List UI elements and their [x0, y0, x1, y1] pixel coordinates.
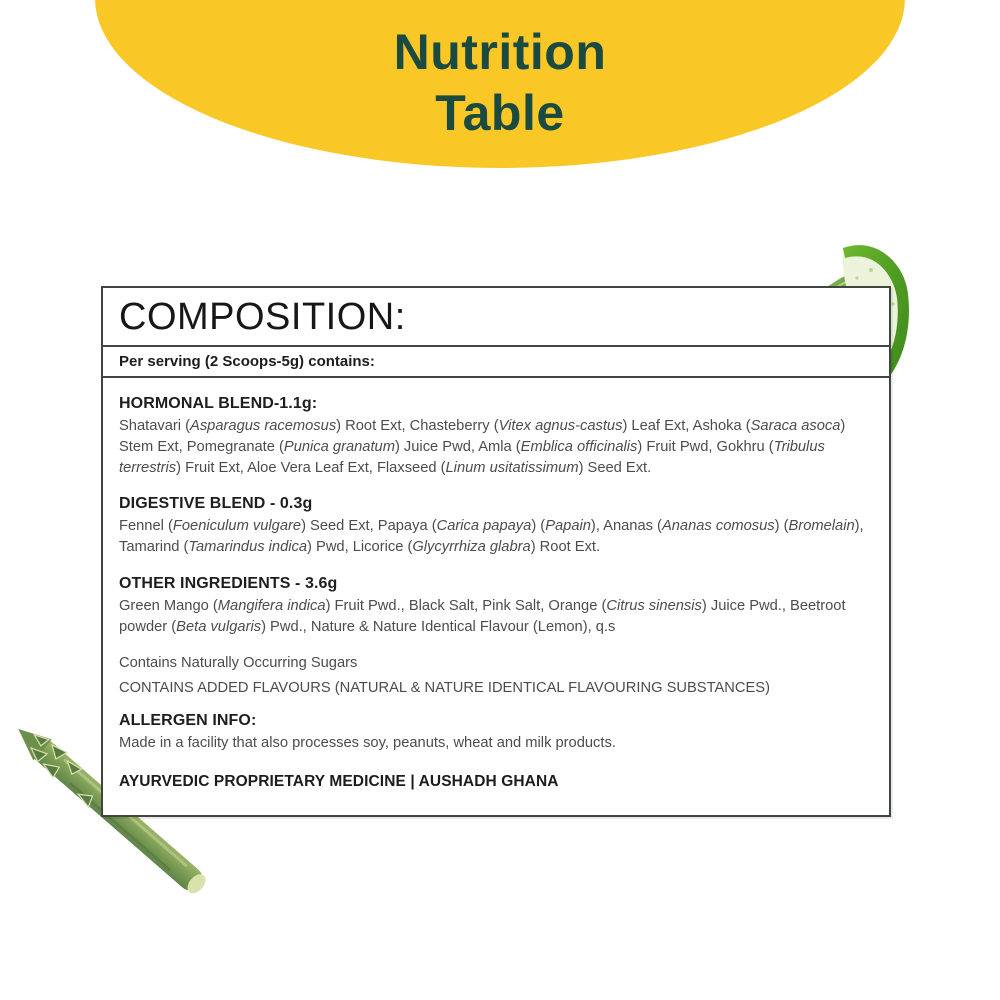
other-ingredients-heading: OTHER INGREDIENTS - 3.6g [119, 575, 338, 593]
other-ingredients-list: Green Mango (Mangifera indica) Fruit Pwd., Black Salt, Pink Salt, Orange (Citrus sinensis) Juice Pwd., Beetroot powder (Beta vulgaris) Pwd., Nature & Nature Identical Flavour (Lemon), q.s [119, 598, 846, 636]
ayurvedic-medicine-footer: AYURVEDIC PROPRIETARY MEDICINE | AUSHADH GHANA [119, 772, 559, 790]
hormonal-blend-section [119, 395, 869, 479]
allergen-info-section [119, 712, 869, 754]
serving-size-text: Per serving (2 Scoops-5g) contains: [119, 352, 375, 370]
allergen-info-heading: ALLERGEN INFO: [119, 711, 257, 729]
composition-header [103, 288, 889, 347]
digestive-blend-heading: DIGESTIVE BLEND - 0.3g [119, 495, 313, 513]
hero-title [95, 0, 905, 168]
composition-box [101, 286, 891, 817]
other-ingredients-section [119, 575, 869, 638]
hormonal-blend-ingredients: Shatavari (Asparagus racemosus) Root Ext, Chasteberry (Vitex agnus-castus) Leaf Ext, Ashoka (Saraca asoca) Stem Ext, Pomegranate (Punica granatum) Juice Pwd, Amla (Emblica officinalis) Fruit Pwd, Gokhru (Tribulus terrestris) Fruit Ext, Aloe Vera Leaf Ext, Flaxseed (Linum usitatissimum) Seed Ext. [119, 417, 846, 476]
natural-sugars-note: Contains Naturally Occurring Sugars [119, 654, 358, 671]
composition-title: COMPOSITION: [119, 296, 406, 338]
digestive-blend-section [119, 495, 869, 558]
serving-row [103, 347, 889, 378]
hero-title-line1: Nutrition [393, 24, 607, 80]
hormonal-blend-heading: HORMONAL BLEND-1.1g: [119, 394, 318, 412]
digestive-blend-ingredients: Fennel (Foeniculum vulgare) Seed Ext, Papaya (Carica papaya) (Papain), Ananas (Ananas comosus) (Bromelain), Tamarind (Tamarindus indica) Pwd, Licorice (Glycyrrhiza glabra) Root Ext. [119, 518, 864, 556]
allergen-info-text: Made in a facility that also processes soy, peanuts, wheat and milk products. [119, 734, 616, 751]
composition-body [103, 378, 889, 791]
hero-title-line2: Table [435, 85, 565, 141]
added-flavours-note: CONTAINS ADDED FLAVOURS (NATURAL & NATURE IDENTICAL FLAVOURING SUBSTANCES) [119, 679, 770, 696]
